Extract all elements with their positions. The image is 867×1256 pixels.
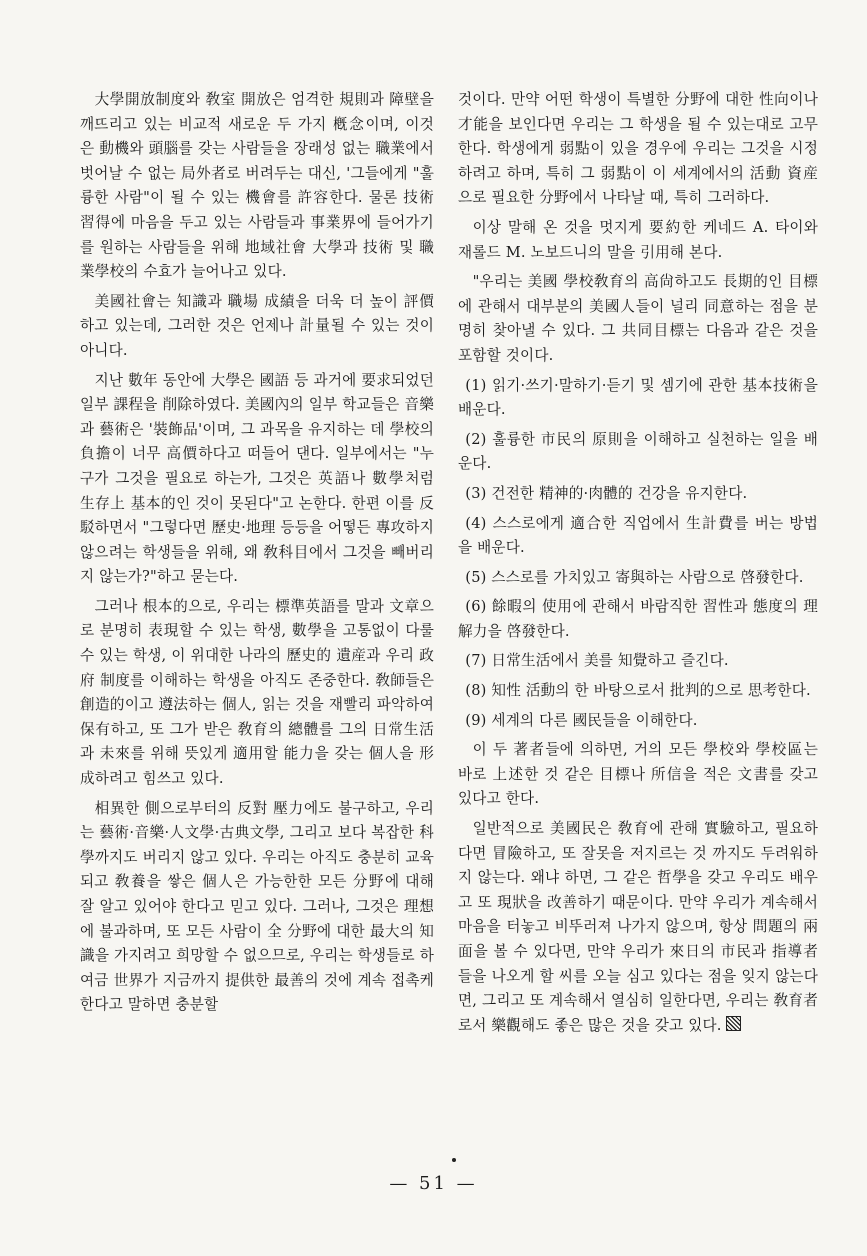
list-item: (3) 건전한 精神的·肉體的 건강을 유지한다. <box>465 484 748 502</box>
quote-paragraph: "우리는 美國 學校敎育의 高尙하고도 長期的인 目標에 관해서 대부분의 美國人들이 널리 同意하는 점을 분명히 찾아낼 수 있다. 그 共同目標는 다음과 같은 것을 포함할 것이다. <box>458 273 818 364</box>
paragraph: 美國社會는 知識과 職場 成績을 더욱 더 높이 評價하고 있는데, 그러한 것은 언제나 計量될 수 있는 것이 아니다. <box>80 292 434 359</box>
page-number: — 51 — <box>389 1173 478 1194</box>
list-item: (5) 스스로를 가치있고 寄與하는 사람으로 啓發한다. <box>465 568 804 586</box>
list-item: (9) 세계의 다른 國民들을 이해한다. <box>465 711 698 729</box>
right-text-column <box>458 88 818 1043</box>
paragraph: 이상 말해 온 것을 멋지게 要約한 케네드 A. 타이와 재롤드 M. 노보드니의 말을 引用해 본다. <box>458 218 818 261</box>
paragraph <box>458 817 818 1038</box>
list-item: (7) 日常生活에서 美를 知覺하고 즐긴다. <box>465 652 729 670</box>
ink-dot <box>452 1158 456 1162</box>
paragraph: 그러나 根本的으로, 우리는 標準英語를 말과 文章으로 분명히 表現할 수 있는 학생, 數學을 고통없이 다룰 수 있는 학생, 이 위대한 나라의 歷史的 遺産과 우리 政府 制度를 이해하는 학생을 아직도 존중한다. 敎師들은 創造的이고 遵法하는 個人, 읽는 것을 재빨리 파악하여 保有하고, 또 그가 받은 敎育의 總體를 그의 日常生活과 未來를 위해 뜻있게 適用할 能力을 갖는 個人을 形成하려고 힘쓰고 있다. <box>80 597 434 788</box>
paragraph: 이 두 著者들에 의하면, 거의 모든 學校와 學校區는 바로 上述한 것 같은 目標나 所信을 적은 文書를 갖고 있다고 한다. <box>458 741 818 808</box>
list-item: (1) 읽기·쓰기·말하기·듣기 및 셈기에 관한 基本技術을 배운다. <box>458 376 818 419</box>
paragraph-text: 일반적으로 美國民은 敎育에 관해 實驗하고, 필요하다면 冒險하고, 또 잘못을 저지르는 것 까지도 두려워하지 않는다. 왜냐 하면, 그 같은 哲學을 갖고 우리도 배우고 또 現狀을 改善하기 때문이다. 만약 우리가 계속해서 마음을 터놓고 비뚜러져 나가지 않으며, 항상 問題의 兩面을 볼 수 있다면, 만약 우리가 來日의 市民과 指導者들을 나오게 할 씨를 오늘 심고 있다는 점을 잊지 않는다면, 그리고 또 계속해서 열심히 일한다면, 우리는 敎育者로서 樂觀해도 좋은 많은 것을 갖고 있다. <box>458 820 818 1034</box>
paragraph: 것이다. 만약 어떤 학생이 특별한 分野에 대한 性向이나 才能을 보인다면 우리는 그 학생을 될 수 있는대로 고무한다. 학생에게 弱點이 있을 경우에 우리는 그것을 시정하려고 하며, 특히 그 弱點이 이 세계에서의 活動 資産으로 필요한 分野에서 나타날 때, 특히 그러하다. <box>458 91 818 207</box>
paragraph: 지난 數年 동안에 大學은 國語 등 과거에 要求되었던 일부 課程을 削除하였다. 美國內의 일부 학교들은 音樂과 藝術은 '裝飾品'이며, 그 과목을 유지하는 데 學校의 負擔이 너무 高價하다고 떠들어 댄다. 일부에서는 "누구가 그것을 필요로 하는가, 그것은 英語나 數學처럼 生存上 基本的인 것이 못된다"고 논한다. 한편 이를 反駁하면서 "그렇다면 歷史·地理 등등을 어떻든 專攻하지 않으려는 학생들을 위해, 왜 敎科目에서 그것을 빼버리지 않는가?"하고 묻는다. <box>80 371 434 586</box>
hatched-square-icon <box>726 1016 741 1031</box>
paragraph: 大學開放制度와 敎室 開放은 엄격한 規則과 障壁을 깨뜨리고 있는 비교적 새로운 두 가지 槪念이며, 이것은 動機와 頭腦를 갖는 사람들을 장래성 없는 職業에서 벗어날 수 없는 局外者로 버려두는 대신, '그들에게 "훌륭한 사람"이 될 수 있는 機會를 許容한다. 물론 技術習得에 마음을 두고 있는 사람들과 事業界에 들어가기를 원하는 사람들을 위해 地域社會 大學과 技術 및 職業學校의 수효가 늘어나고 있다. <box>80 91 434 281</box>
paragraph: 相異한 側으로부터의 反對 壓力에도 불구하고, 우리는 藝術·音樂·人文學·古典文學, 그리고 보다 복잡한 科學까지도 버리지 않고 있다. 우리는 아직도 충분히 교육되고 敎養을 쌓은 個人은 가능한한 모든 分野에 대해 잘 알고 있어야 한다고 믿고 있다. 그러나, 그것은 理想에 불과하며, 또 모든 사람이 全 分野에 대한 最大의 知識을 가지려고 희망할 수 없으므로, 우리는 학생들로 하여금 世界가 지금까지 提供한 最善의 것에 계속 접촉케 한다고 말하면 충분할 <box>80 799 434 1014</box>
list-item: (4) 스스로에게 適合한 직업에서 生計費를 버는 방법을 배운다. <box>458 514 818 557</box>
left-text-column <box>80 88 434 1023</box>
list-item: (6) 餘暇의 使用에 관해서 바람직한 習性과 態度의 理解力을 啓發한다. <box>458 598 818 640</box>
list-item: (8) 知性 活動의 한 바탕으로서 批判的으로 思考한다. <box>465 682 811 700</box>
list-item: (2) 훌륭한 市民의 原則을 이해하고 실천하는 일을 배운다. <box>458 430 818 473</box>
